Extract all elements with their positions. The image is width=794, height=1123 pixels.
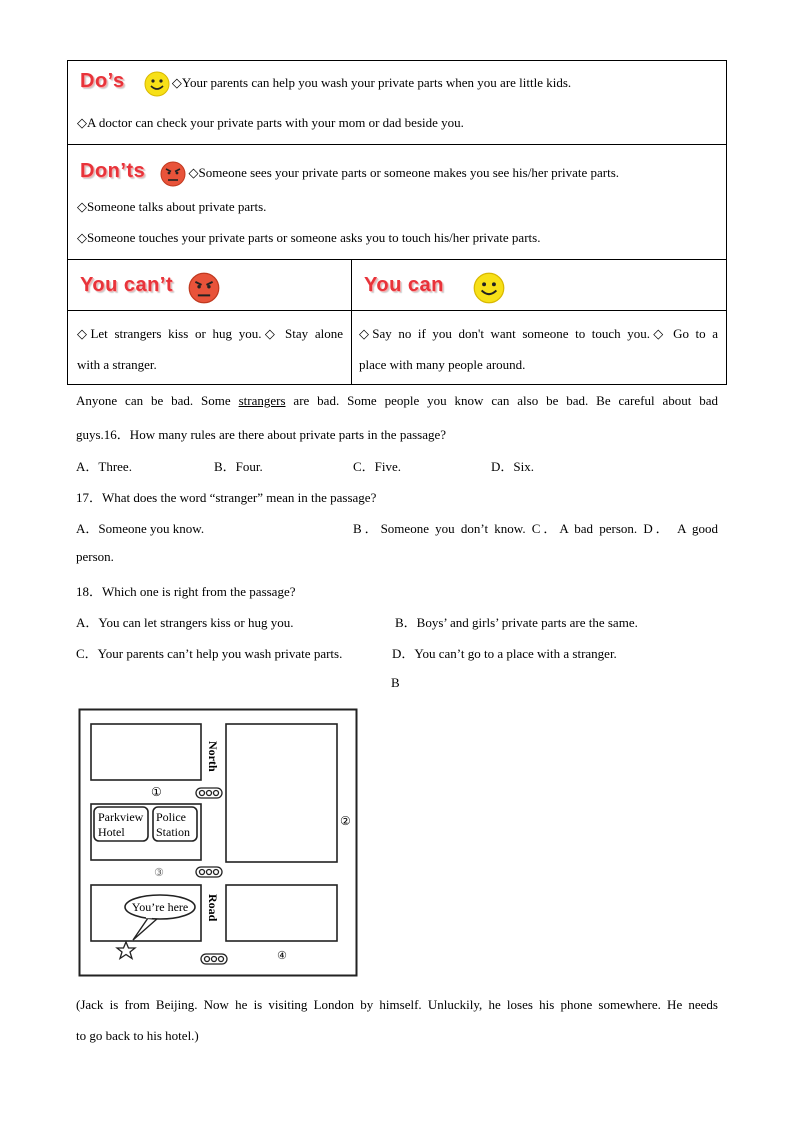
donts-item-3: ◇Someone touches your private parts or someone asks you to touch his/her private parts. <box>77 230 541 245</box>
stranger-word: strangers <box>238 393 286 408</box>
passage-line-1: Anyone can be bad. Some strangers are bad. Some people you know can also be bad. Be careful about bad <box>76 393 719 408</box>
q17-option-a[interactable]: A．Someone you know. <box>76 521 205 536</box>
q16-option-b[interactable]: B．Four. <box>214 459 263 474</box>
hotel-label-1: Parkview <box>98 810 144 824</box>
police-label-1: Police <box>156 810 186 824</box>
hotel-label-2: Hotel <box>98 825 125 839</box>
block-top-left <box>91 724 201 780</box>
donts-item-2: ◇Someone talks about private parts. <box>77 199 267 214</box>
q16-option-c[interactable]: C．Five. <box>353 459 402 474</box>
angry-face-icon <box>160 161 186 187</box>
smiley-icon <box>473 272 505 304</box>
bubble-text: You’re here <box>131 900 189 914</box>
car-icon <box>201 954 227 964</box>
q17-option-bcd[interactable]: B．Someone you don’t know. C．A bad person. D． A good <box>353 521 718 536</box>
block-top-right <box>226 724 337 862</box>
you-can-line-1: ◇Say no if you don't want someone to touch you.◇ Go to a <box>359 326 718 341</box>
q18-stem: 18．Which one is right from the passage? <box>76 584 296 599</box>
donts-title: Don’ts <box>80 160 146 182</box>
q17-stem: 17．What does the word “stranger” mean in the passage? <box>76 490 377 505</box>
you-cant-cell <box>68 311 352 385</box>
you-can-cell <box>352 311 727 385</box>
dos-title: Do’s <box>80 70 125 92</box>
rules-table <box>67 60 727 385</box>
q17-option-d-tail: person. <box>76 549 114 564</box>
context-line-1: (Jack is from Beijing. Now he is visiting London by himself. Unluckily, he loses his phone somewhere. He needs <box>76 997 718 1012</box>
donts-item-1: ◇Someone sees your private parts or someone makes you see his/her private parts. <box>188 165 620 180</box>
q18-option-a[interactable]: A．You can let strangers kiss or hug you. <box>76 615 294 630</box>
donts-cell <box>68 145 727 260</box>
you-can-line-2: place with many people around. <box>359 357 526 372</box>
dos-item-1: ◇Your parents can help you wash your private parts when you are little kids. <box>171 75 572 90</box>
position-2: ② <box>340 814 351 828</box>
q16-option-d[interactable]: D．Six. <box>491 459 534 474</box>
you-can-header <box>352 260 727 311</box>
road-label-north: North <box>206 741 220 772</box>
car-icon <box>196 867 222 877</box>
q18-option-b[interactable]: B．Boys’ and girls’ private parts are the same. <box>395 615 638 630</box>
block-bottom-right <box>226 885 337 941</box>
position-4: ④ <box>277 949 287 962</box>
dos-cell <box>68 61 727 145</box>
position-3: ③ <box>154 866 164 879</box>
road-label-road: Road <box>206 894 220 922</box>
you-cant-title: You can’t <box>80 274 174 296</box>
context-line-2: to go back to his hotel.) <box>76 1028 199 1043</box>
q18-option-c[interactable]: C．Your parents can’t help you wash private parts. <box>76 646 343 661</box>
position-1: ① <box>151 785 162 799</box>
dos-item-2: ◇A doctor can check your private parts with your mom or dad beside you. <box>77 115 464 130</box>
police-label-2: Station <box>156 825 191 839</box>
you-cant-line-2: with a stranger. <box>77 357 157 372</box>
street-map <box>78 708 360 980</box>
passage-line-2: guys.16．How many rules are there about private parts in the passage? <box>76 427 447 442</box>
you-can-title: You can <box>364 274 444 296</box>
smiley-icon <box>144 71 170 97</box>
q16-option-a[interactable]: A．Three. <box>76 459 132 474</box>
section-label: B <box>391 675 400 690</box>
you-cant-line-1: ◇Let strangers kiss or hug you.◇ Stay alone <box>77 326 343 341</box>
q18-option-d[interactable]: D．You can’t go to a place with a stranger. <box>392 646 617 661</box>
car-icon <box>196 788 222 798</box>
angry-face-icon <box>188 272 220 304</box>
you-cant-header <box>68 260 352 311</box>
